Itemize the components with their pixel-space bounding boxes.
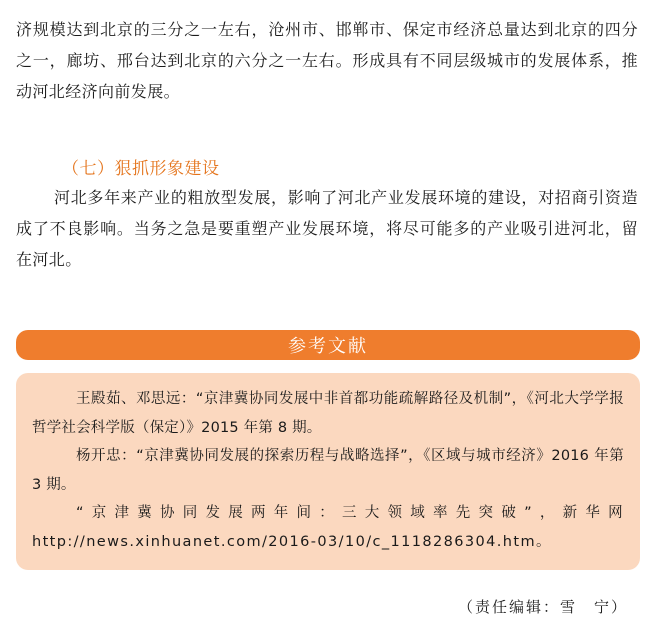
reference-item: 杨开忠：“京津冀协同发展的探索历程与战略选择”，《区域与城市经济》2016 年第 3 期。 — [32, 448, 625, 493]
references-list — [16, 373, 640, 570]
reference-item: 王殿茹、邓思远：“京津冀协同发展中非首都功能疏解路径及机制”，《河北大学学报哲学社会科学版（保定）》2015 年第 8 期。 — [32, 391, 624, 436]
section-heading: （七）狠抓形象建设 — [62, 159, 220, 179]
references-title: 参考文献 — [288, 336, 368, 357]
body-paragraph: 河北多年来产业的粗放型发展，影响了河北产业发展环境的建设，对招商引资造成了不良影响。当务之急是要重塑产业发展环境，将尽可能多的产业吸引进河北，留在河北。 — [16, 188, 638, 269]
body-paragraph: 济规模达到北京的三分之一左右，沧州市、邯郸市、保定市经济总量达到北京的四分之一，廊坊、邢台达到北京的六分之一左右。形成具有不同层级城市的发展体系，推动河北经济向前发展。 — [16, 20, 638, 101]
reference-item: “京津冀协同发展两年间：三大领域率先突破”，新华网 http://news.xinhuanet.com/2016-03/10/c_1118286304.htm。 — [32, 505, 624, 550]
editor-credit: （责任编辑：雪 宁） — [457, 598, 628, 616]
references-header — [16, 330, 640, 360]
